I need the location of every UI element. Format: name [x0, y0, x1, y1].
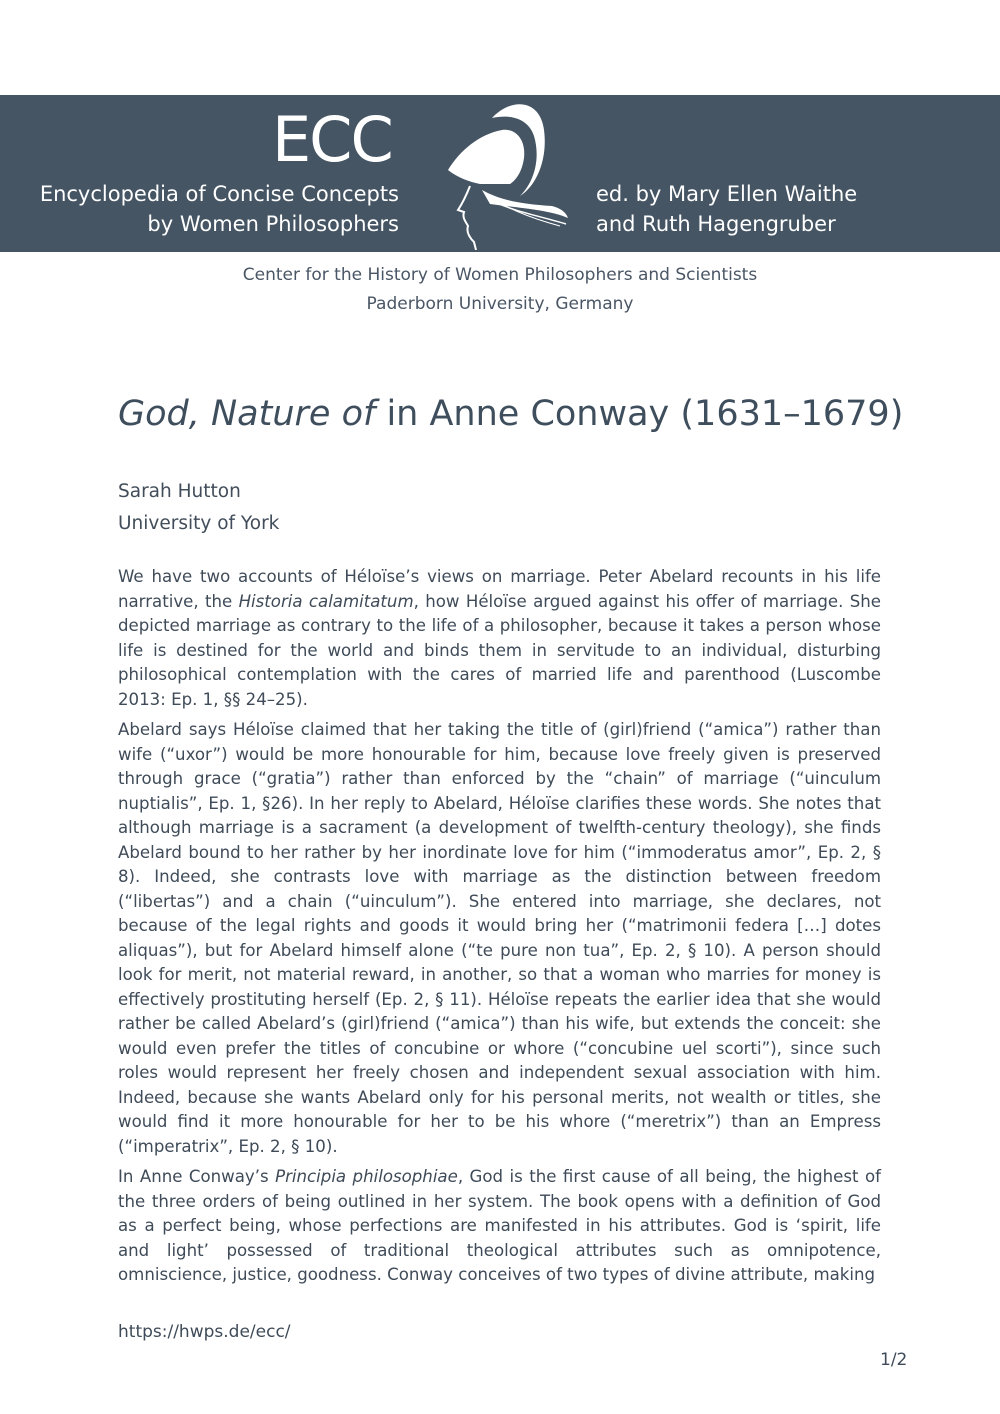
editor-line-1: ed. by Mary Ellen Waithe — [596, 182, 858, 206]
institution-line-2: Paderborn University, Germany — [366, 294, 634, 314]
ecc-logo-text: ECC — [272, 103, 392, 176]
paragraph-3-text-b: , God is the first cause of all being, the highest of the three orders of being outlined in her system. The book opens with a definition of God as a perfect being, whose perfections are manifested in his attributes. God is ‘spirit, life and light’ possessed of traditional theological attributes such as omnipotence, omniscience, justice, goodness. Conway conceives of two types of divine attribute, making — [118, 1167, 881, 1284]
paragraph-1-italic: Historia calamitatum — [238, 591, 414, 611]
author-affiliation: University of York — [118, 513, 280, 534]
brand-line-1: Encyclopedia of Concise Concepts — [39, 182, 399, 206]
paragraph-3 — [118, 1165, 881, 1288]
paragraph-3-text-a: In Anne Conway’s — [118, 1167, 276, 1186]
paragraph-1-text-b: , how Héloïse argued against his offer of marriage. She depicted marriage as contrary to the life of a philosopher, because it takes a person whose life is destined for the world and binds them in servitude to an individual, disturbing philosophical contemplation with the cares of married life and parenthood (Luscombe 2013: Ep. 1, §§ 24–25). — [118, 591, 881, 709]
article-body — [118, 565, 881, 1294]
paragraph-3-italic: Principia philosophiae — [275, 1167, 458, 1186]
page-number: 1/2 — [880, 1350, 908, 1370]
institution-line-1: Center for the History of Women Philosophers and Scientists — [242, 265, 758, 285]
paragraph-1 — [118, 565, 881, 712]
editor-line-2: and Ruth Hagengruber — [596, 212, 836, 236]
article-title — [118, 394, 903, 434]
footer-url-link[interactable]: https://hwps.de/ecc/ — [118, 1322, 291, 1342]
header-banner — [0, 95, 1000, 252]
editors — [596, 179, 857, 239]
athena-helmet-icon — [440, 100, 570, 250]
author-name: Sarah Hutton — [118, 481, 241, 502]
brand-line-2: by Women Philosophers — [147, 212, 399, 236]
title-italic: God, Nature of — [118, 394, 376, 434]
paragraph-1-text-a: We have two accounts of Héloïse’s views on marriage. Peter Abelard recounts in his life narrative, the — [118, 567, 881, 611]
encyclopedia-name — [40, 179, 399, 239]
paragraph-2: Abelard says Héloïse claimed that her taking the title of (girl)friend (“amica”) rather than wife (“uxor”) would be more honourable for him, because love freely given is preserved through grace (“gratia”) rather than enforced by the “chain” of marriage (“uinculum nuptialis”, Ep. 1, §26). In her reply to Abelard, Héloïse clarifies these words. She notes that although marriage is a sacrament (a development of twelfth-century theology), she finds Abelard bound to her rather by her inordinate love for him (“immoderatus amor”, Ep. 2, § 8). Indeed, she contrasts love with marriage as the distinction between freedom (“libertas”) and a chain (“uinculum”). She entered into marriage, she declares, not because of the legal rights and goods it would bring her (“matrimonii federa […] dotes aliquas”), but for Abelard himself alone (“te pure non tua”, Ep. 2, § 10). A person should look for merit, not material reward, in another, so that a woman who marries for money is effectively prostituting herself (Ep. 2, § 11). Héloïse repeats the earlier idea that she would rather be called Abelard’s (girl)friend (“amica”) than his wife, but extends the conceit: she would even prefer the titles of concubine or whore (“concubine uel scorti”), since such roles would represent her freely chosen and independent sexual association with him. Indeed, because she wants Abelard only for his personal merits, not wealth or titles, she would find it more honourable for her to be his whore (“meretrix”) than an Empress (“imperatrix”, Ep. 2, § 10). — [118, 720, 881, 1156]
title-rest: in Anne Conway (1631–1679) — [375, 394, 904, 434]
